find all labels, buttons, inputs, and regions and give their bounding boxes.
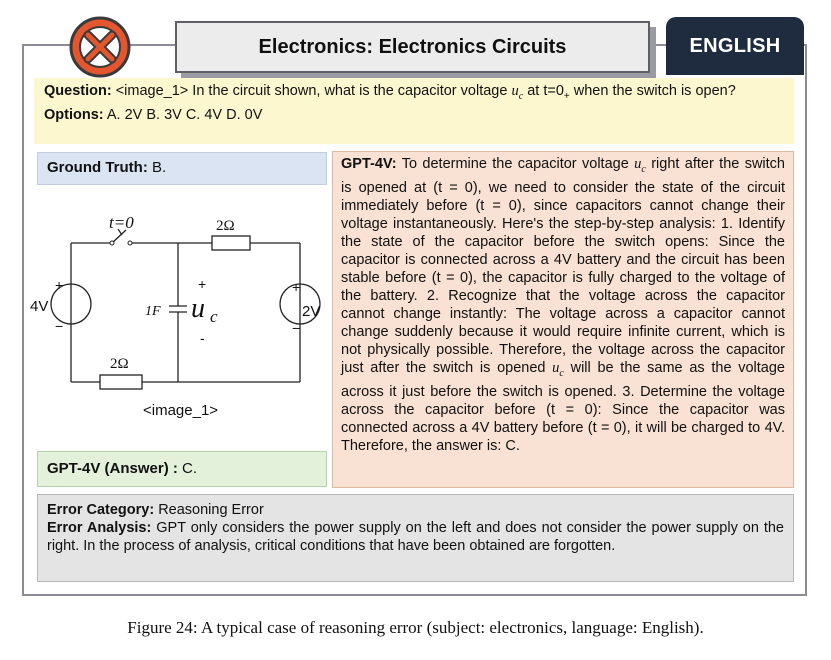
- question-label: Question:: [44, 83, 112, 99]
- page-title: Electronics: Electronics Circuits: [175, 21, 650, 73]
- cap-voltage-sub: c: [210, 307, 218, 326]
- error-analysis-label: Error Analysis:: [47, 520, 152, 536]
- question-text-mid: at t=0: [527, 83, 564, 99]
- ground-truth-box: [37, 152, 327, 185]
- switch-label: t=0: [109, 213, 134, 232]
- circuit-diagram: [28, 200, 333, 430]
- language-badge: ENGLISH: [666, 17, 804, 75]
- gpt-label: GPT-4V:: [341, 156, 397, 172]
- left-source-plus: +: [55, 277, 64, 293]
- options-label: Options:: [44, 106, 104, 123]
- error-category-value: Reasoning Error: [158, 502, 264, 518]
- capacitor-label: 1F: [145, 304, 161, 319]
- top-resistor-label: 2Ω: [216, 218, 235, 234]
- cap-voltage-label: u: [191, 293, 205, 324]
- bottom-resistor-label: 2Ω: [110, 356, 129, 372]
- right-source-minus: −: [292, 320, 301, 336]
- question-t-sub: +: [563, 90, 570, 102]
- right-source-label: 2V: [302, 303, 321, 320]
- right-source-plus: +: [292, 279, 301, 295]
- gpt-var-1: $u_c$: [634, 156, 646, 175]
- ground-truth-value: B.: [151, 159, 167, 176]
- ground-truth-label: Ground Truth:: [47, 159, 148, 176]
- gpt-text-2: right after the switch is opened at (t = 0), we need to consider the state of the circuit immediately before (t = 0), since capacitors cannot change their voltage instantaneously. Here's the step-by-step analysis: 1. Identify the state of the capacitor before the switch opens: Since the capacitor is connected across a 4V battery and the circuit has been stable before (t = 0), the capacitor is fully charged to the voltage of the battery. 2. Recognize that the voltage across the capacitor cannot change instantly: The voltage across a capacitor cannot change suddenly because it would require infinite current, which is not physically possible. Therefore, the voltage across the capacitor just after the switch is opened: [341, 156, 785, 376]
- error-analysis-box: [37, 494, 794, 582]
- cap-plus: +: [198, 276, 207, 292]
- gpt-text-1: To determine the capacitor voltage: [401, 156, 629, 172]
- left-source-minus: −: [55, 318, 64, 334]
- error-category-label: Error Category:: [47, 502, 155, 518]
- cap-minus: -: [200, 330, 205, 346]
- question-box: [34, 78, 794, 144]
- gpt-response-box: [332, 151, 794, 488]
- figure-caption: Figure 24: A typical case of reasoning error (subject: electronics, language: English).: [127, 618, 704, 637]
- gpt-var-2: $u_c$: [552, 359, 564, 379]
- error-analysis-text: GPT only considers the power supply on the left and does not consider the power supply on the right. In the process of analysis, critical conditions that have been obtained are forgotten.: [47, 520, 784, 554]
- left-source-label: 4V: [30, 298, 49, 315]
- header-line-left: [22, 44, 70, 46]
- question-text-before: <image_1> In the circuit shown, what is the capacitor voltage: [115, 83, 508, 99]
- gpt-text-3: will be the same as the voltage across it just before the switch is opened. 3. Determine the voltage across the capacitor before (t = 0): Since the capacitor was connected across a 4V battery before (t = 0), it will be charged to 4V. Therefore, the answer is: C.: [341, 359, 785, 454]
- model-answer-box: [37, 451, 327, 487]
- model-answer-label: GPT-4V (Answer) :: [47, 460, 178, 477]
- model-answer-value: C.: [182, 460, 198, 477]
- question-var: $u_c$: [511, 83, 524, 102]
- header-line-mid: [132, 44, 177, 46]
- error-x-icon: [68, 15, 132, 79]
- image-caption: <image_1>: [143, 402, 219, 419]
- question-text-after: when the switch is open?: [573, 83, 736, 99]
- options-text: A. 2V B. 3V C. 4V D. 0V: [106, 106, 263, 123]
